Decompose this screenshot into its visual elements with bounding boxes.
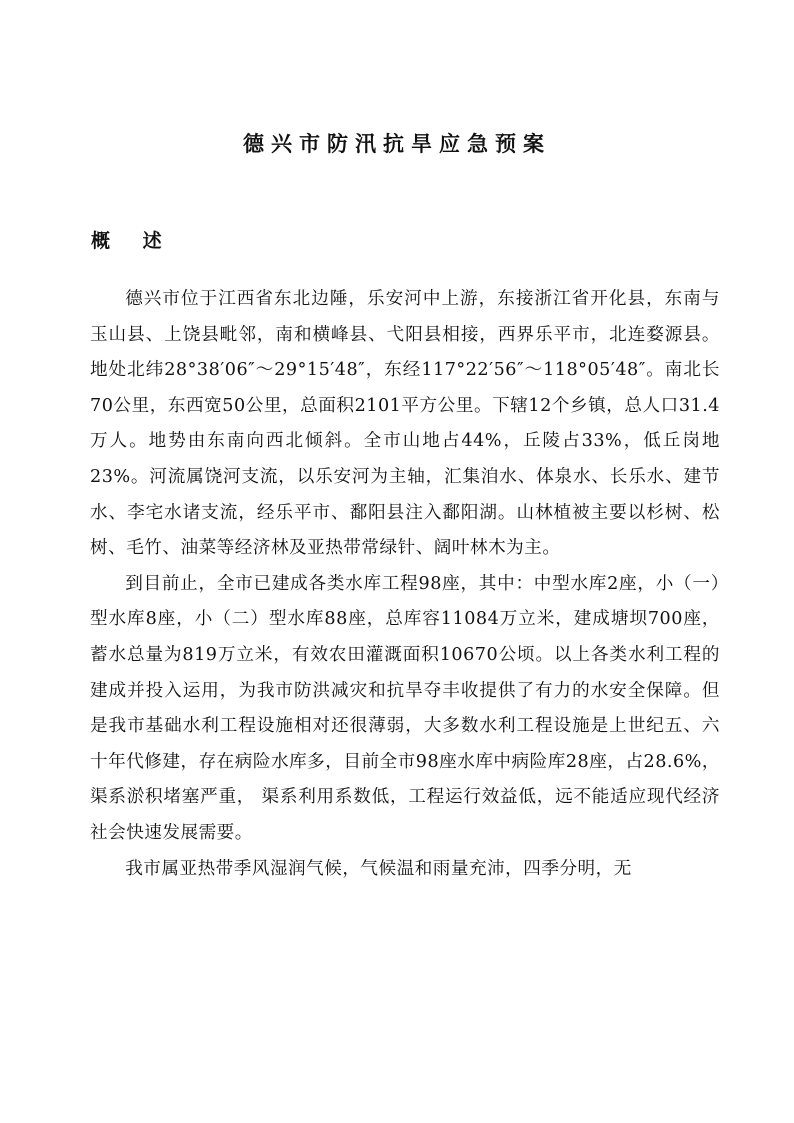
paragraph-location: 德兴市位于江西省东北边陲，乐安河中上游，东接浙江省开化县，东南与玉山县、上饶县毗邻，南和横峰县、弋阳县相接，西界乐平市，北连婺源县。地处北纬28°38′06″～29°15′48″，东经117°22′56″～118°05′48″。南北长70公里，东西宽50公里，总面积2101平方公里。下辖12个乡镇，总人口31.4 万人。地势由东南向西北倾斜。全市山地占44%，丘陵占33%，低丘岗地23%。河流属饶河支流，以乐安河为主轴，汇集洎水、体泉水、长乐水、建节水、李宅水诸支流，经乐平市、鄱阳县注入鄱阳湖。山林植被主要以杉树、松树、毛竹、油菜等经济林及亚热带常绿针、阔叶林木为主。 [90, 289, 720, 559]
paragraph-water-projects: 到目前止，全市已建成各类水库工程98座，其中：中型水库2座，小（一）型水库8座，小（二）型水库88座，总库容11084万立米，建成塘坝700座，蓄水总量为819万立米，有效农田灌溉面积10670公顷。以上各类水利工程的建成并投入运用，为我市防洪减灾和抗旱夺丰收提供了有力的水安全保障。但是我市基础水利工程设施相对还很薄弱，大多数水利工程设施是上世纪五、六十年代修建，存在病险水库多，目前全市98座水库中病险库28座，占28.6%，渠系淤积堵塞严重， 渠系利用系数低，工程运行效益低，远不能适应现代经济社会快速发展需要。 [90, 573, 720, 843]
paragraph-climate: 我市属亚热带季风湿润气候，气候温和雨量充沛，四季分明，无 [125, 858, 632, 879]
document-title: 德兴市防汛抗旱应急预案 [243, 131, 551, 156]
body-text [90, 282, 720, 887]
section-heading: 概 述 [91, 230, 175, 252]
